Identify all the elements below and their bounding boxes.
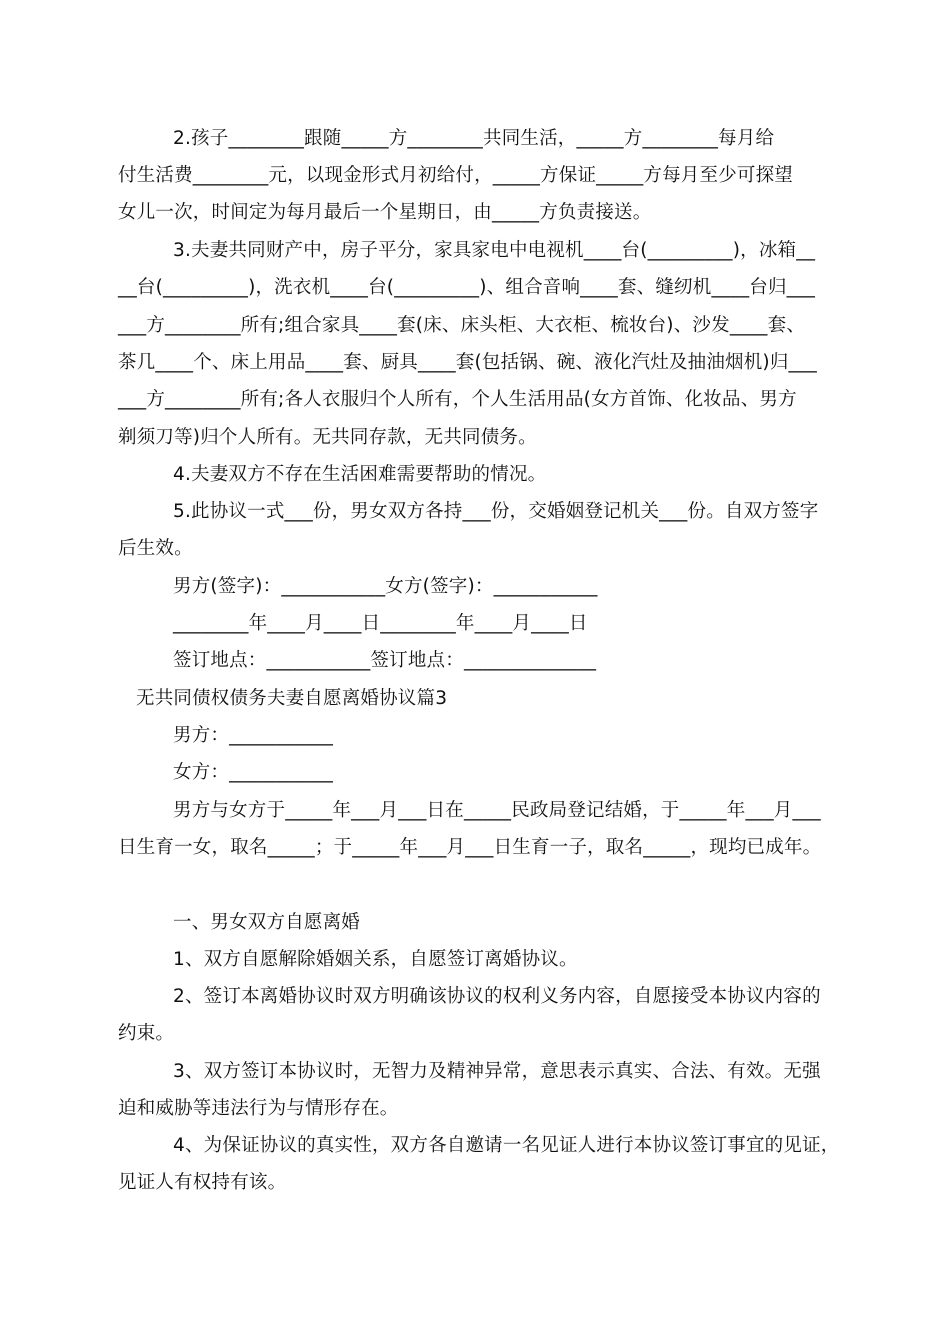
marriage-paragraph-line-1: 男方与女方于_____年___月___日在_____民政局登记结婚，于_____年___月___	[173, 800, 821, 821]
paragraph-2-line-1: 2.孩子________跟随_____方________共同生活，_____方________每月给	[173, 128, 775, 149]
paragraph-5-line-1: 5.此协议一式___份，男女双方各持___份，交婚姻登记机关___份。自双方签字	[173, 501, 819, 522]
female-party-line: 女方：___________	[173, 762, 334, 783]
male-party-line: 男方：___________	[173, 725, 334, 746]
clause-heading: 一、男女双方自愿离婚	[173, 912, 361, 933]
clause-2-line-2: 约束。	[118, 1023, 175, 1044]
clause-4-line-1: 4、为保证协议的真实性，双方各自邀请一名见证人进行本协议签订事宜的见证，	[173, 1135, 840, 1156]
clause-1: 1、双方自愿解除婚姻关系，自愿签订离婚协议。	[173, 949, 578, 970]
paragraph-3-line-5: ___方________所有;各人衣服归个人所有，个人生活用品(女方首饰、化妆品、男方	[118, 389, 797, 410]
paragraph-4: 4.夫妻双方不存在生活困难需要帮助的情况。	[173, 464, 547, 485]
signature-line: 男方(签字)：___________女方(签字)：___________	[173, 576, 598, 597]
clause-3-line-1: 3、双方签订本协议时，无智力及精神异常，意思表示真实、合法、有效。无强	[173, 1061, 821, 1082]
paragraph-5-line-2: 后生效。	[118, 538, 193, 559]
clause-4-line-2: 见证人有权持有该。	[118, 1172, 287, 1193]
paragraph-2-line-2: 付生活费________元，以现金形式月初给付，_____方保证_____方每月至少可探望	[118, 165, 794, 186]
paragraph-3-line-1: 3.夫妻共同财产中，房子平分，家具家电中电视机____台(_________)，冰箱__	[173, 240, 816, 261]
paragraph-2-line-3: 女儿一次，时间定为每月最后一个星期日，由_____方负责接送。	[118, 202, 652, 223]
paragraph-3-line-6: 剃须刀等)归个人所有。无共同存款，无共同债务。	[118, 427, 537, 448]
place-line: 签订地点：___________签订地点：______________	[173, 650, 597, 671]
paragraph-3-line-2: __台(_________)，洗衣机____台(_________)、组合音响____套、缝纫机____台归___	[118, 277, 816, 298]
paragraph-3-line-3: ___方________所有;组合家具____套(床、床头柜、大衣柜、梳妆台)、沙发____套、	[118, 315, 806, 336]
marriage-paragraph-line-2: 日生育一女，取名_____；于_____年___月___日生育一子，取名_____，现均已成年。	[118, 837, 822, 858]
paragraph-3-line-4: 茶几____个、床上用品____套、厨具____套(包括锅、碗、液化汽灶及抽油烟机)归___	[118, 352, 817, 373]
date-line: ________年____月____日________年____月____日	[173, 613, 588, 634]
section-title: 无共同债权债务夫妻自愿离婚协议篇3	[136, 688, 448, 709]
clause-3-line-2: 迫和威胁等违法行为与情形存在。	[118, 1098, 399, 1119]
clause-2-line-1: 2、签订本离婚协议时双方明确该协议的权利义务内容，自愿接受本协议内容的	[173, 986, 821, 1007]
